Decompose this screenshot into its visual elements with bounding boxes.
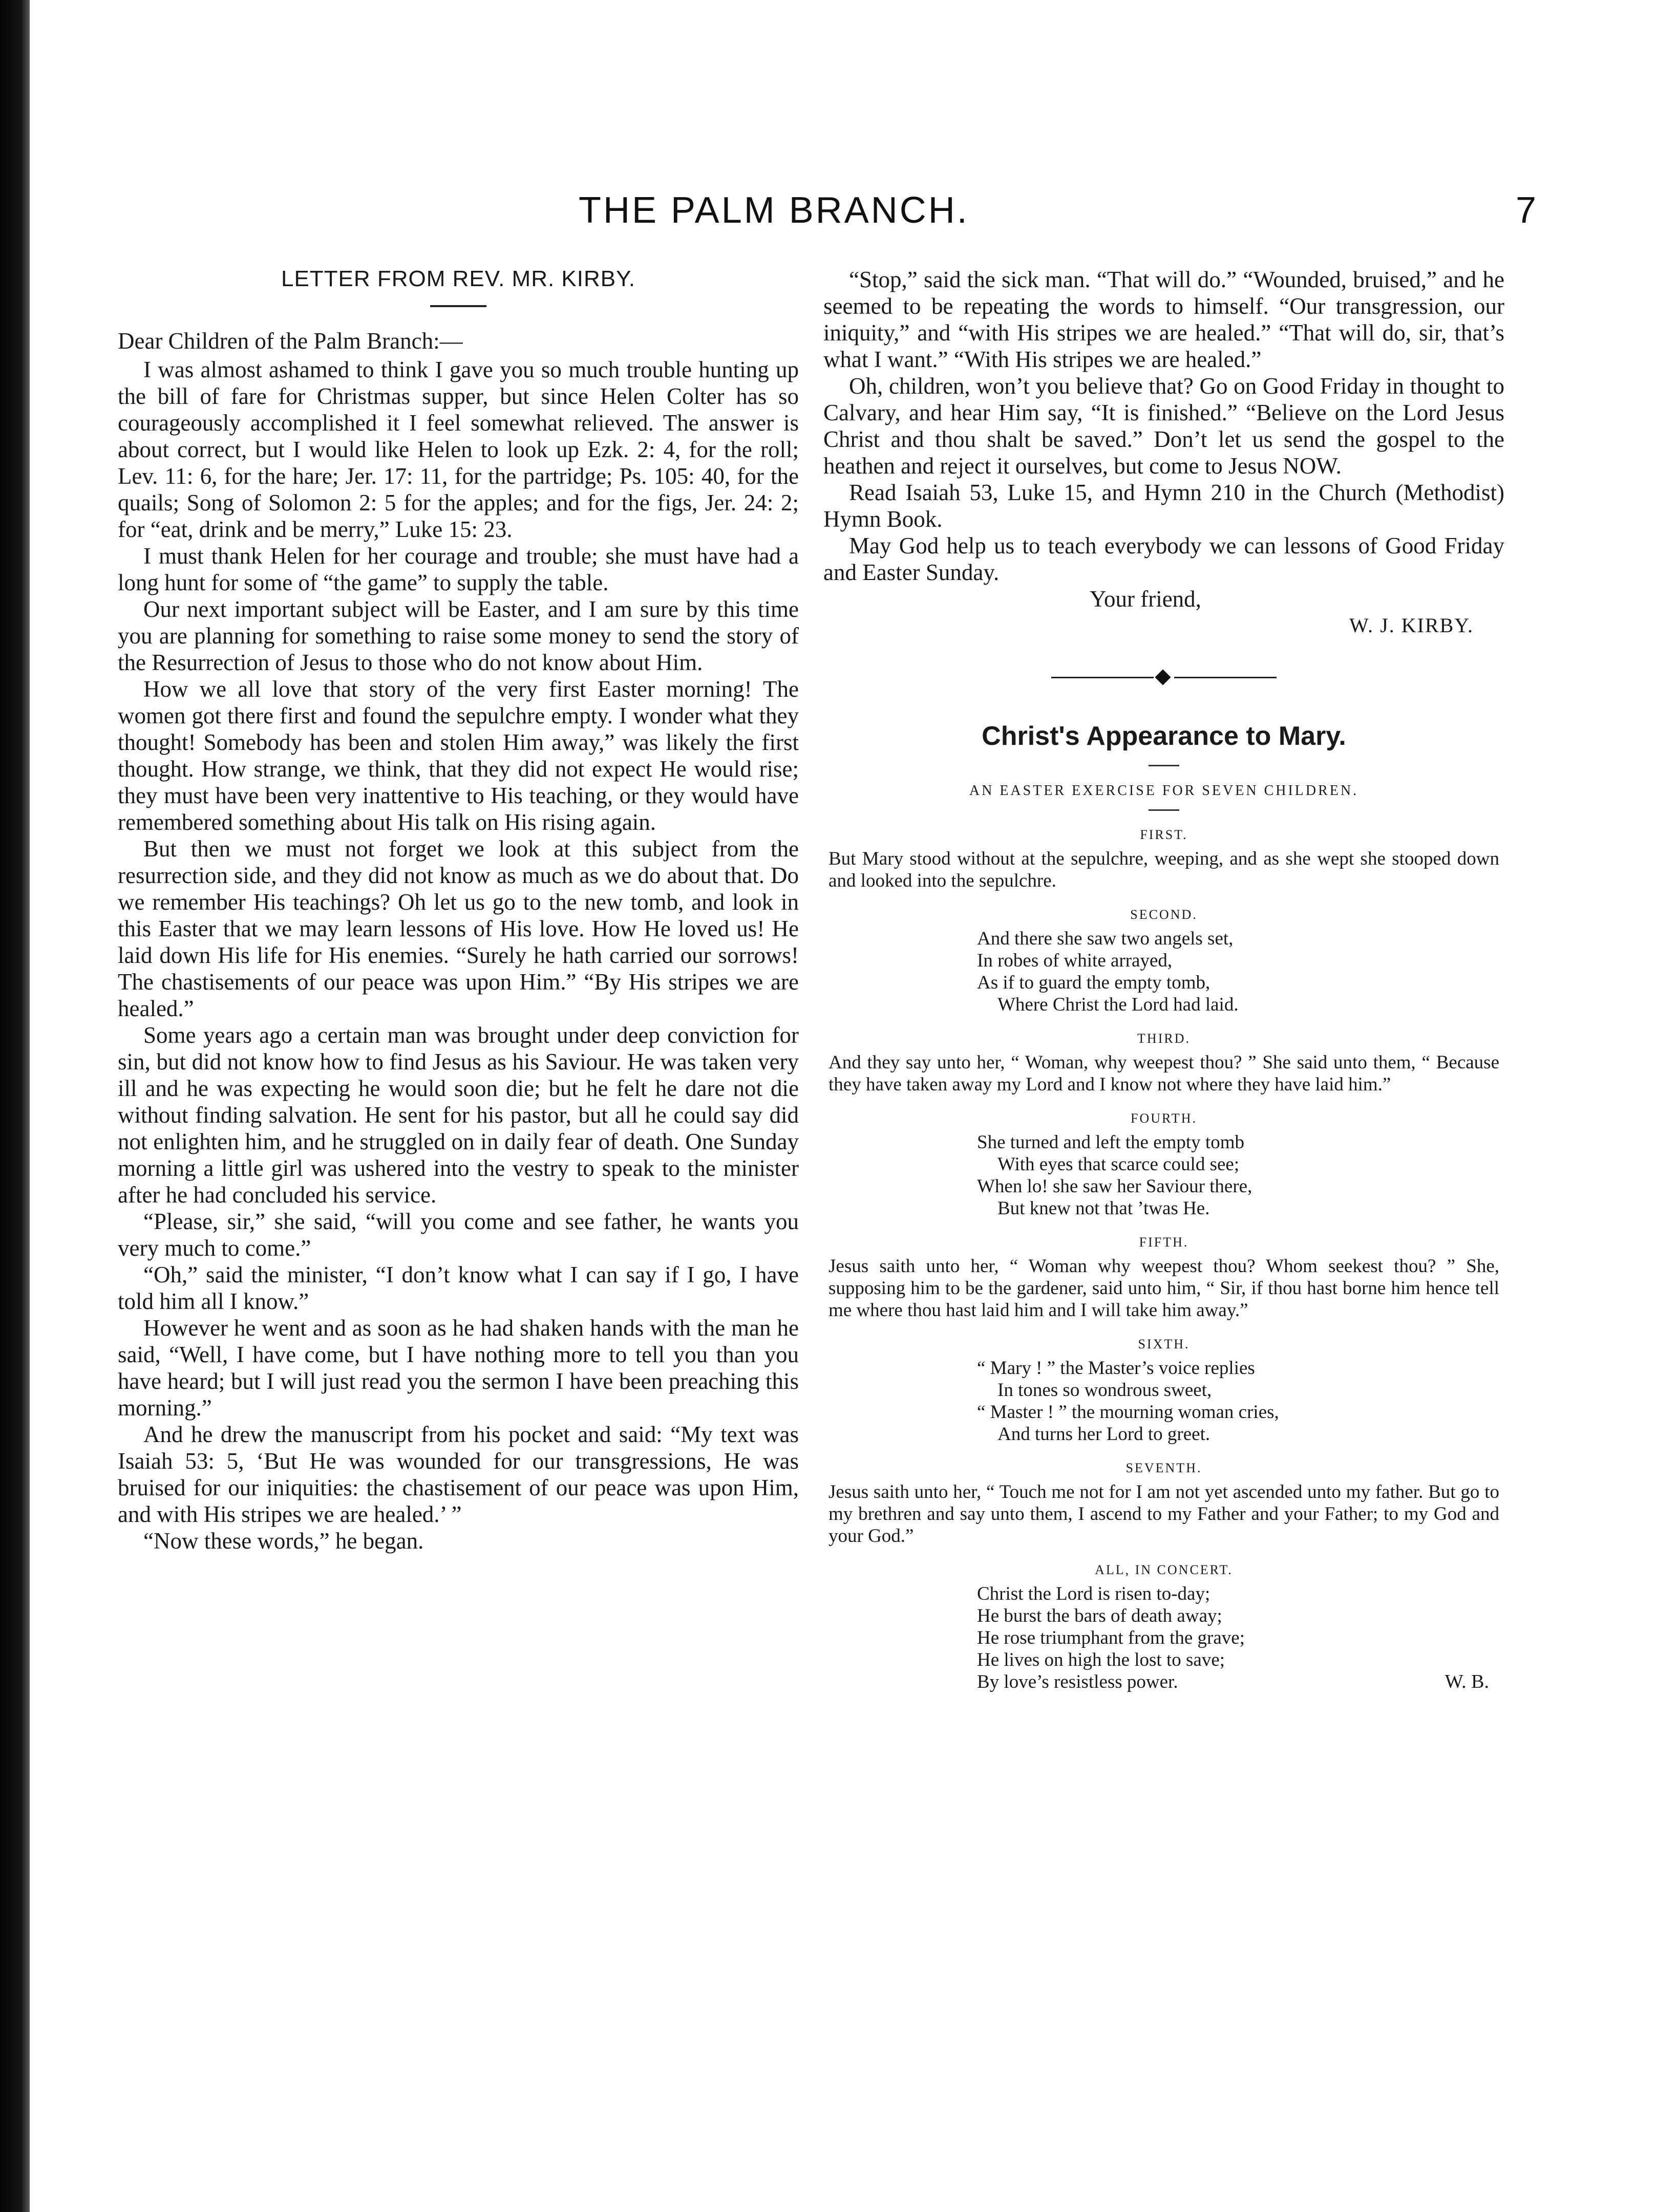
verse-line: She turned and left the empty tomb (977, 1132, 1244, 1153)
letter-paragraph: How we all love that story of the very first Easter morning! The women got there first and found the sepulchre empty. I wonder what they thought! Somebody has been and stolen Him away,” was likely the first thought. How strange, we think, that they did not expect He would rise; they must have been very inattentive to His teaching, or they would have remembered something about His talk on His rising again. (118, 676, 799, 835)
verse-line: When lo! she saw her Saviour there, (977, 1176, 1252, 1197)
part-label-fifth: FIFTH. (1139, 1235, 1189, 1250)
verse-line: But knew not that ’twas He. (997, 1198, 1210, 1219)
part-text-seventh: Jesus saith unto her, “ Touch me not for I am not yet ascended unto my father. But go to my brethren and say unto them, I ascend to my Father and your Father; to my God and your God.” (828, 1481, 1499, 1547)
verse-line: Christ the Lord is risen to-day; (977, 1583, 1210, 1604)
verse-line: As if to guard the empty tomb, (977, 972, 1210, 993)
letter-paragraph: Some years ago a certain man was brought under deep conviction for sin, but did not know how to find Jesus as his Saviour. He was taken very ill and he was expecting he would soon die; but he felt he dare not die without finding salvation. He sent for his pastor, but all he could say did not enlighten him, and he struggled on in daily fear of death. One Sunday morning a little girl was ushered into the vestry to speak to the minister after he had concluded his service. (118, 1022, 799, 1208)
letter-paragraph: But then we must not forget we look at this subject from the resurrection side, and they did not know as much as we do about that. Do we remember His teachings? Oh let us go to the new tomb, and look in this Easter that we may learn lessons of His love. How He loved us! He laid down His life for His enemies. “Surely he hath carried our sorrows! The chastisements of our peace was upon Him.” “By His stripes we are healed.” (118, 836, 799, 1021)
part-label-first: FIRST. (1140, 827, 1188, 842)
verse-line: He lives on high the lost to save; (977, 1649, 1225, 1670)
title-rule (1149, 765, 1179, 766)
scan-edge (0, 0, 30, 2212)
part-label-fourth: FOURTH. (1131, 1111, 1197, 1126)
verse-sixth (823, 1357, 1504, 1445)
part-label-seventh: SEVENTH. (1125, 1461, 1202, 1475)
part-label-concert: ALL, IN CONCERT. (1095, 1562, 1233, 1577)
page-number: 7 (1515, 190, 1536, 231)
verse-line: “ Mary ! ” the Master’s voice replies (977, 1358, 1255, 1379)
verse-line: In robes of white arrayed, (977, 950, 1173, 971)
letter-paragraph: However he went and as soon as he had shaken hands with the man he said, “Well, I have come, but I have nothing more to tell you than you have heard; but I will just read you the sermon I have been preaching this morning.” (118, 1315, 799, 1421)
letter-paragraph: Read Isaiah 53, Luke 15, and Hymn 210 in the Church (Methodist) Hymn Book. (823, 480, 1504, 532)
part-label-sixth: SIXTH. (1138, 1337, 1190, 1351)
letter-paragraph: “Now these words,” he began. (143, 1528, 424, 1554)
exercise-subtitle: AN EASTER EXERCISE FOR SEVEN CHILDREN. (969, 783, 1359, 799)
letter-title: LETTER FROM REV. MR. KIRBY. (281, 266, 636, 291)
verse-concert (823, 1583, 1504, 1693)
title-rule (1149, 809, 1179, 811)
letter-greeting: Dear Children of the Palm Branch:— (118, 328, 463, 354)
part-label-third: THIRD. (1137, 1031, 1191, 1046)
letter-paragraph: And he drew the manuscript from his pocket and said: “My text was Isaiah 53: 5, ‘But He was wounded for our transgressions, He was bruised for our iniquities: the chastisement of our peace was upon Him, and with His stripes we are healed.’ ” (118, 1422, 799, 1527)
verse-line: With eyes that scarce could see; (997, 1154, 1240, 1175)
title-rule (430, 305, 486, 307)
letter-signature: W. J. KIRBY. (1349, 614, 1474, 637)
letter-paragraph: I must thank Helen for her courage and trouble; she must have had a long hunt for some of “the game” to supply the table. (118, 543, 799, 595)
part-text-third: And they say unto her, “ Woman, why weepest thou? ” She said unto them, “ Because they have taken away my Lord and I know not where they have laid him.” (828, 1052, 1499, 1095)
concert-signature: W. B. (1444, 1671, 1489, 1692)
letter-paragraph: “Oh,” said the minister, “I don’t know what I can say if I go, I have told him all I know.” (118, 1262, 799, 1314)
letter-paragraph: I was almost ashamed to think I gave you so much trouble hunting up the bill of fare for Christmas supper, but since Helen Colter has so courageously accomplished it I feel somewhat relieved. The answer is about correct, but I would like Helen to look up Ezk. 2: 4, for the roll; Lev. 11: 6, for the hare; Jer. 17: 11, for the partridge; Ps. 105: 40, for the quails; Song of Solomon 2: 5 for the apples; and for the figs, Jer. 24: 2; for “eat, drink and be merry,” Luke 15: 23. (118, 357, 799, 542)
letter-closing: Your friend, (1090, 586, 1201, 612)
masthead (579, 189, 1536, 241)
left-column (118, 266, 799, 1554)
letter-paragraph: Our next important subject will be Easter, and I am sure by this time you are planning for something to raise some money to send the story of the Resurrection of Jesus to those who do not know about Him. (118, 596, 799, 675)
letter-paragraph: “Please, sir,” she said, “will you come and see father, he wants you very much to come.” (118, 1209, 799, 1261)
letter-paragraph: “Stop,” said the sick man. “That will do.” “Wounded, bruised,” and he seemed to be repeating the words to himself. “Our transgression, our iniquity,” and “with His stripes we are healed.” “That will do, sir, that’s what I want.” “With His stripes we are healed.” (823, 267, 1504, 372)
part-text-fifth: Jesus saith unto her, “ Woman why weepest thou? Whom seekest thou? ” She, supposing him to be the gardener, said unto him, “ Sir, if thou hast borne him hence tell me where thou hast laid him and I will take him away.” (828, 1256, 1499, 1321)
publication-title: THE PALM BRANCH. (579, 190, 969, 231)
verse-line: “ Master ! ” the mourning woman cries, (977, 1402, 1279, 1423)
verse-line: By love’s resistless power. (977, 1671, 1178, 1692)
letter-paragraph: Oh, children, won’t you believe that? Go on Good Friday in thought to Calvary, and hear Him say, “It is finished.” “Believe on the Lord Jesus Christ and thou shalt be saved.” Don’t let us send the gospel to the heathen and reject it ourselves, but come to Jesus NOW. (823, 373, 1504, 479)
section-ornament (1051, 675, 1277, 680)
verse-second (823, 928, 1504, 1016)
verse-line: And there she saw two angels set, (977, 928, 1234, 949)
verse-line: And turns her Lord to greet. (997, 1424, 1210, 1445)
part-label-second: SECOND. (1130, 907, 1198, 922)
verse-line: He burst the bars of death away; (977, 1605, 1222, 1626)
exercise-title: Christ's Appearance to Mary. (982, 721, 1346, 751)
verse-line: He rose triumphant from the grave; (977, 1627, 1245, 1648)
verse-fourth (823, 1131, 1504, 1219)
part-text-first: But Mary stood without at the sepulchre, weeping, and as she wept she stooped down and looked into the sepulchre. (828, 848, 1499, 891)
right-column (823, 266, 1504, 1693)
verse-line: In tones so wondrous sweet, (997, 1380, 1212, 1401)
verse-line: Where Christ the Lord had laid. (997, 994, 1239, 1015)
letter-paragraph: May God help us to teach everybody we can lessons of Good Friday and Easter Sunday. (823, 533, 1504, 585)
